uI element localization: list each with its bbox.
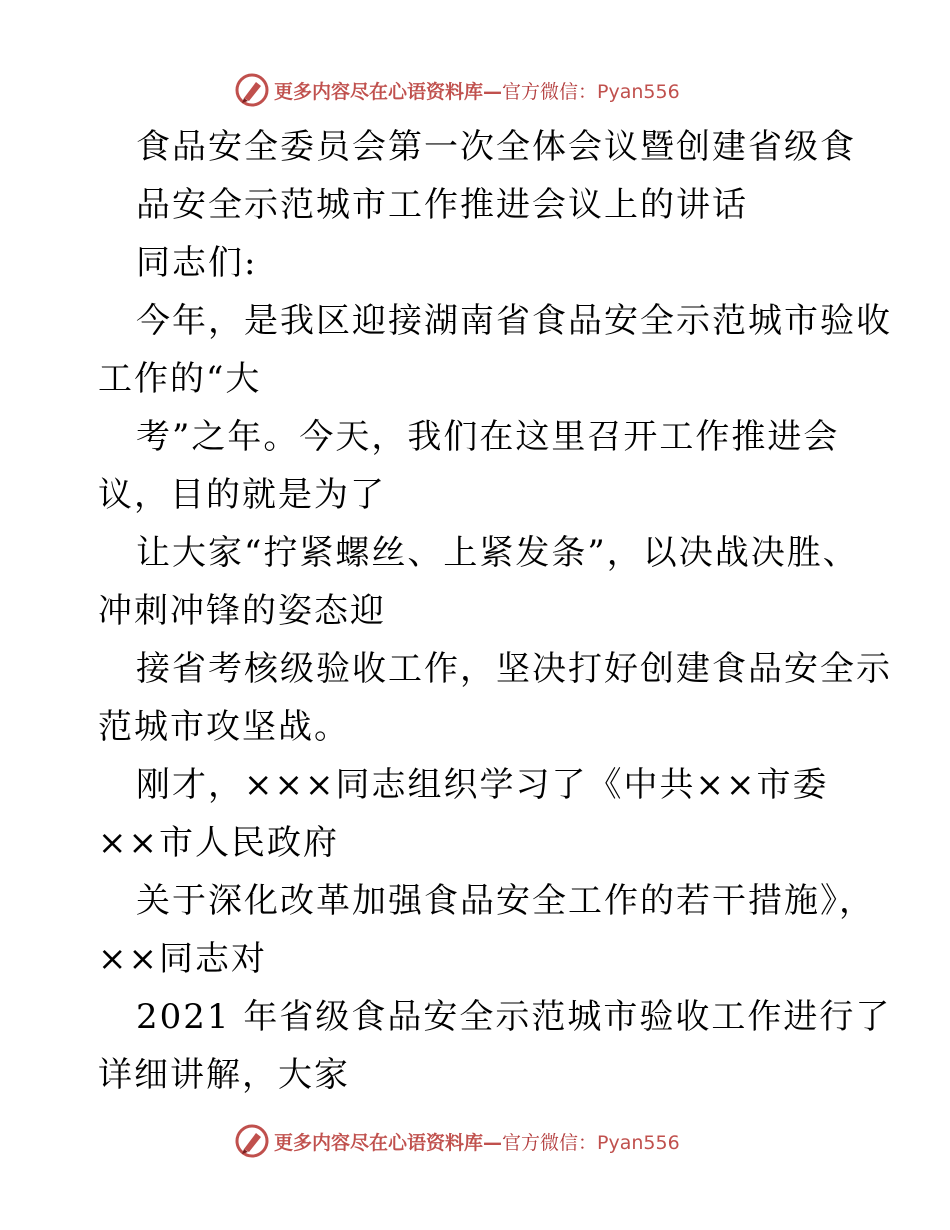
paragraph-line: ××市人民政府 [98, 823, 339, 863]
watermark-banner-bottom [234, 1121, 754, 1161]
paragraph-line: 工作的“大 [98, 359, 262, 399]
pen-badge-icon [234, 72, 270, 108]
document-title-line-1: 食品安全委员会第一次全体会议暨创建省级食 [136, 127, 856, 167]
paragraph-line: 冲刺冲锋的姿态迎 [98, 591, 386, 631]
watermark-text: 更多内容尽在心语资料库—官方微信：Pyan556 [274, 1131, 680, 1154]
paragraph-line: 议，目的就是为了 [98, 475, 386, 515]
paragraph-line: 2021 年省级食品安全示范城市验收工作进行了 [136, 997, 892, 1037]
watermark-banner-top [234, 70, 754, 110]
paragraph-line: 刚才，×××同志组织学习了《中共××市委 [136, 765, 829, 805]
paragraph-line: 详细讲解，大家 [98, 1055, 350, 1095]
paragraph-line: 今年，是我区迎接湖南省食品安全示范城市验收 [136, 301, 892, 341]
paragraph-line: 范城市攻坚战。 [98, 707, 350, 747]
pen-badge-icon [234, 1123, 270, 1159]
document-body [98, 118, 892, 1104]
paragraph-line: 接省考核级验收工作，坚决打好创建食品安全示 [136, 649, 892, 689]
salutation: 同志们: [136, 243, 258, 283]
paragraph-line: 让大家“拧紧螺丝、上紧发条”，以决战决胜、 [136, 533, 859, 573]
paragraph-line: 关于深化改革加强食品安全工作的若干措施》， [136, 881, 875, 921]
document-title-line-2: 品安全示范城市工作推进会议上的讲话 [136, 185, 748, 225]
paragraph-line: ××同志对 [98, 939, 267, 979]
paragraph-line: 考”之年。今天，我们在这里召开工作推进会 [136, 417, 840, 457]
watermark-text: 更多内容尽在心语资料库—官方微信：Pyan556 [274, 80, 680, 103]
